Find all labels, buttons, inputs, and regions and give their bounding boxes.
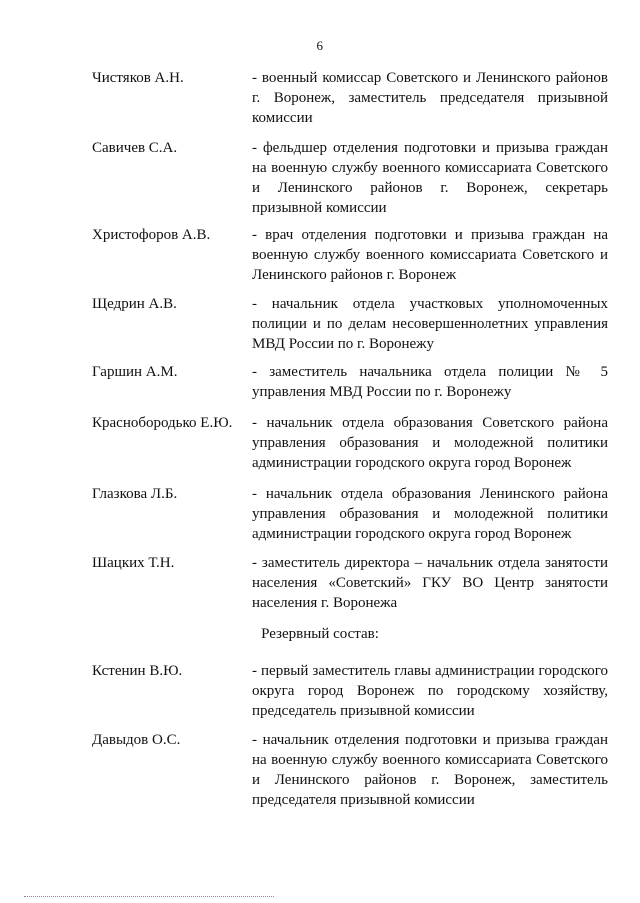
member-name: Шацких Т.Н. [92,555,175,571]
member-role: - врач отделения подготовки и призыва граждан на военную службу военного комиссариата Советского и Ленинского районов г. Воронеж [252,227,608,283]
member-role: - начальник отдела участковых уполномоченных полиции и по делам несовершеннолетних управления МВД России по г. Воронежу [252,296,608,352]
member-role: - фельдшер отделения подготовки и призыва граждан на военную службу военного комиссариата Советского и Ленинского районов г. Воронеж, секретарь призывной комиссии [252,140,608,216]
reserve-heading: Резервный состав: [261,626,379,642]
page-number: 6 [316,38,324,53]
member-name: Краснобородько Е.Ю. [92,415,233,431]
member-role: - начальник отдела образования Советского района управления образования и молодежной политики администрации городского округа город Воронеж [252,415,608,471]
member-name: Гаршин А.М. [92,364,178,380]
member-role: - начальник отделения подготовки и призыва граждан на военную службу военного комиссариата Советского и Ленинского районов г. Воронеж, заместитель председателя призывной комиссии [252,732,608,808]
member-name: Глазкова Л.Б. [92,486,178,502]
member-name: Давыдов О.С. [92,732,181,748]
member-name: Щедрин А.В. [92,296,177,312]
member-name: Кстенин В.Ю. [92,663,183,679]
member-role: - заместитель начальника отдела полиции № 5 управления МВД России по г. Воронежу [252,364,608,400]
member-role: - начальник отдела образования Ленинского района управления образования и молодежной политики администрации городского округа город Воронеж [252,486,608,542]
member-role: - заместитель директора – начальник отдела занятости населения «Советский» ГКУ ВО Центр занятости населения г. Воронежа [252,555,608,611]
member-role: - военный комиссар Советского и Ленинского районов г. Воронеж, заместитель председателя призывной комиссии [252,70,608,126]
member-name: Чистяков А.Н. [92,70,184,86]
footer-divider [24,896,274,897]
member-role: - первый заместитель главы администрации городского округа город Воронеж по городскому хозяйству, председатель призывной комиссии [252,663,608,719]
member-name: Савичев С.А. [92,140,178,156]
member-name: Христофоров А.В. [92,227,211,243]
